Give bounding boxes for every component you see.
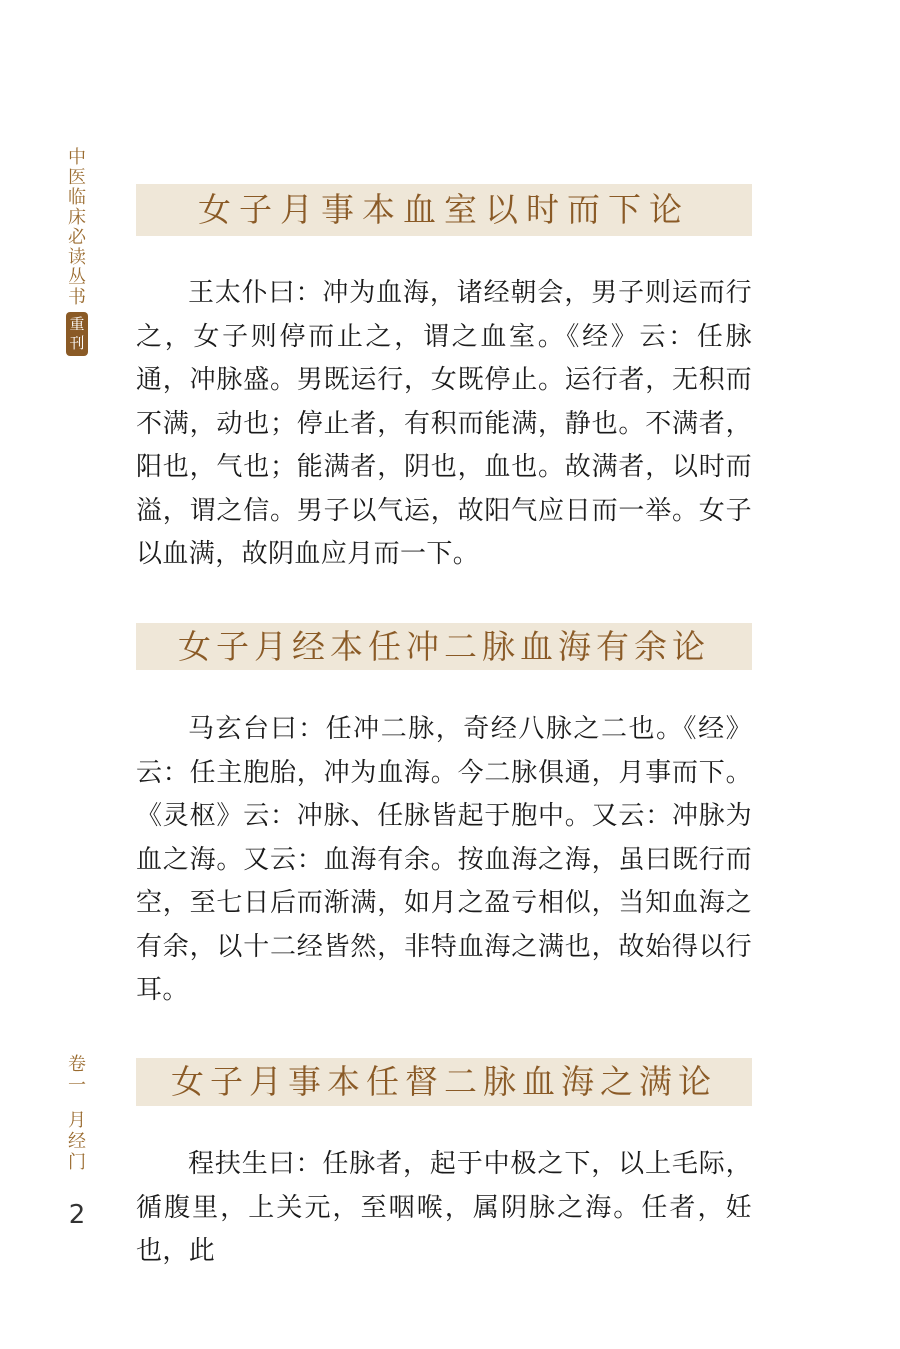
section-heading-3: 女子月事本任督二脉血海之满论 xyxy=(136,1058,752,1106)
series-char: 读 xyxy=(68,247,86,268)
series-char: 书 xyxy=(68,287,86,308)
page-number: 2 xyxy=(68,1200,86,1230)
section-heading-2: 女子月经本任冲二脉血海有余论 xyxy=(136,623,752,670)
series-char: 床 xyxy=(68,207,86,228)
series-char: 临 xyxy=(68,187,86,208)
chapter-char: 经 xyxy=(68,1131,86,1152)
series-title-vertical xyxy=(64,148,90,356)
chapter-char: 卷 xyxy=(68,1054,86,1075)
series-char: 必 xyxy=(68,227,86,248)
section-paragraph-2: 马玄台曰：任冲二脉，奇经八脉之二也。《经》云：任主胞胎，冲为血海。今二脉俱通，月事而下。《灵枢》云：冲脉、任脉皆起于胞中。又云：冲脉为血之海。又云：血海有余。按血海之海，虽曰既行而空，至七日后而渐满，如月之盈亏相似，当知血海之有余，以十二经皆然，非特血海之满也，故始得以行耳。 xyxy=(136,714,752,1005)
chapter-char: 门 xyxy=(68,1152,86,1173)
section-heading-1: 女子月事本血室以时而下论 xyxy=(136,184,752,236)
series-char: 丛 xyxy=(68,267,86,288)
series-char: 医 xyxy=(68,167,86,188)
section-paragraph-1: 王太仆曰：冲为血海，诸经朝会，男子则运而行之，女子则停而止之，谓之血室。《经》云：任脉通，冲脉盛。男既运行，女既停止。运行者，无积而不满，动也；停止者，有积而能满，静也。不满者，阳也，气也；能满者，阴也，血也。故满者，以时而溢，谓之信。男子以气运，故阳气应日而一举。女子以血满，故阴血应月而一下。 xyxy=(136,278,752,569)
section-paragraph-3: 程扶生曰：任脉者，起于中极之下，以上毛际，循腹里，上关元，至咽喉，属阴脉之海。任者，妊也，此 xyxy=(136,1149,752,1266)
series-badge: 重刊 xyxy=(66,312,88,356)
chapter-char: 月 xyxy=(68,1110,86,1131)
chapter-marker-vertical xyxy=(64,1054,90,1173)
chapter-char: 一 xyxy=(68,1075,86,1096)
series-char: 中 xyxy=(68,147,86,168)
